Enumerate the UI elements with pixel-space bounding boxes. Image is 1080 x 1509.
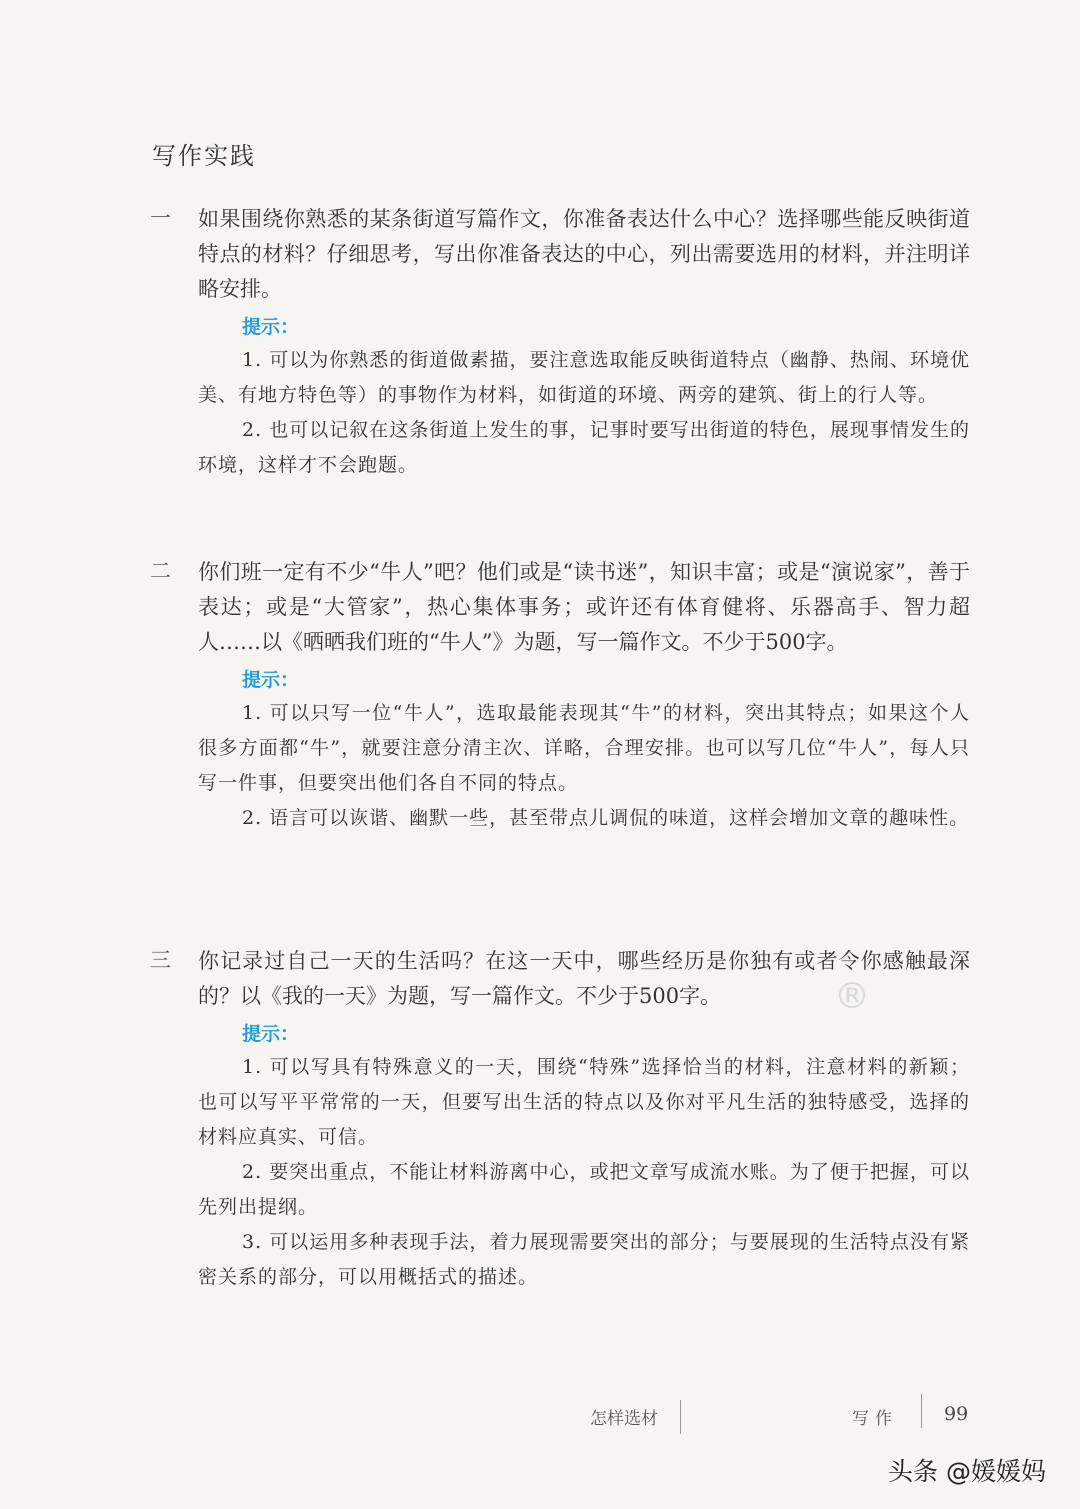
exercise-number: 三 [150, 948, 171, 972]
hint-item: 2. 要突出重点，不能让材料游离中心，或把文章写成流水账。为了便于把握，可以先列出提纲。 [198, 1161, 970, 1218]
footer-chapter-name: 写作 [852, 1409, 898, 1429]
footer-divider [921, 1394, 922, 1428]
hint-label: 提示： [242, 316, 300, 338]
exercise-prompt [150, 555, 970, 660]
hint-item: 1. 可以写具有特殊意义的一天，围绕“特殊”选择恰当的材料，注意材料的新颖；也可以写平平常常的一天，但要写出生活的特点以及你对平凡生活的独特感受，选择的材料应真实、可信。 [198, 1056, 970, 1148]
hint-label: 提示： [242, 1023, 300, 1045]
hint-item: 2. 也可以记叙在这条街道上发生的事，记事时要写出街道的特色，展现事情发生的环境，这样才不会跑题。 [198, 419, 970, 476]
section-title: 写作实践 [152, 142, 256, 170]
hint-label: 提示： [242, 669, 300, 691]
footer-divider [680, 1400, 681, 1434]
exercise-prompt [150, 202, 970, 307]
exercise-text: 如果围绕你熟悉的某条街道写篇作文，你准备表达什么中心？选择哪些能反映街道特点的材料？仔细思考，写出你准备表达的中心，列出需要选用的材料，并注明详略安排。 [198, 207, 970, 301]
exercise-1 [150, 202, 970, 483]
hint-item: 1. 可以为你熟悉的街道做素描，要注意选取能反映街道特点（幽静、热闹、环境优美、有地方特色等）的事物作为材料，如街道的环境、两旁的建筑、街上的行人等。 [198, 349, 970, 406]
exercise-number: 一 [150, 206, 171, 230]
page-number: 99 [944, 1403, 969, 1425]
exercise-text: 你们班一定有不少“牛人”吧？他们或是“读书迷”，知识丰富；或是“演说家”，善于表达；或是“大管家”，热心集体事务；或许还有体育健将、乐器高手、智力超人……以《晒晒我们班的“牛人”》为题，写一篇作文。不少于500字。 [198, 560, 970, 654]
hint-item: 3. 可以运用多种表现手法，着力展现需要突出的部分；与要展现的生活特点没有紧密关系的部分，可以用概括式的描述。 [198, 1231, 970, 1288]
exercise-2 [150, 555, 970, 836]
exercise-text: 你记录过自己一天的生活吗？在这一天中，哪些经历是你独有或者令你感触最深的？以《我的一天》为题，写一篇作文。不少于500字。 [198, 949, 970, 1008]
footer-section-name: 怎样选材 [590, 1409, 658, 1429]
exercise-number: 二 [150, 559, 171, 583]
hint-item: 2. 语言可以诙谐、幽默一些，甚至带点儿调侃的味道，这样会增加文章的趣味性。 [242, 807, 970, 829]
registered-mark: ® [834, 976, 870, 1017]
source-watermark: 头条 @媛媛妈 [888, 1457, 1046, 1486]
hint-item: 1. 可以只写一位“牛人”，选取最能表现其“牛”的材料，突出其特点；如果这个人很多方面都“牛”，就要注意分清主次、详略，合理安排。也可以写几位“牛人”，每人只写一件事，但要突出他们各自不同的特点。 [198, 702, 970, 794]
